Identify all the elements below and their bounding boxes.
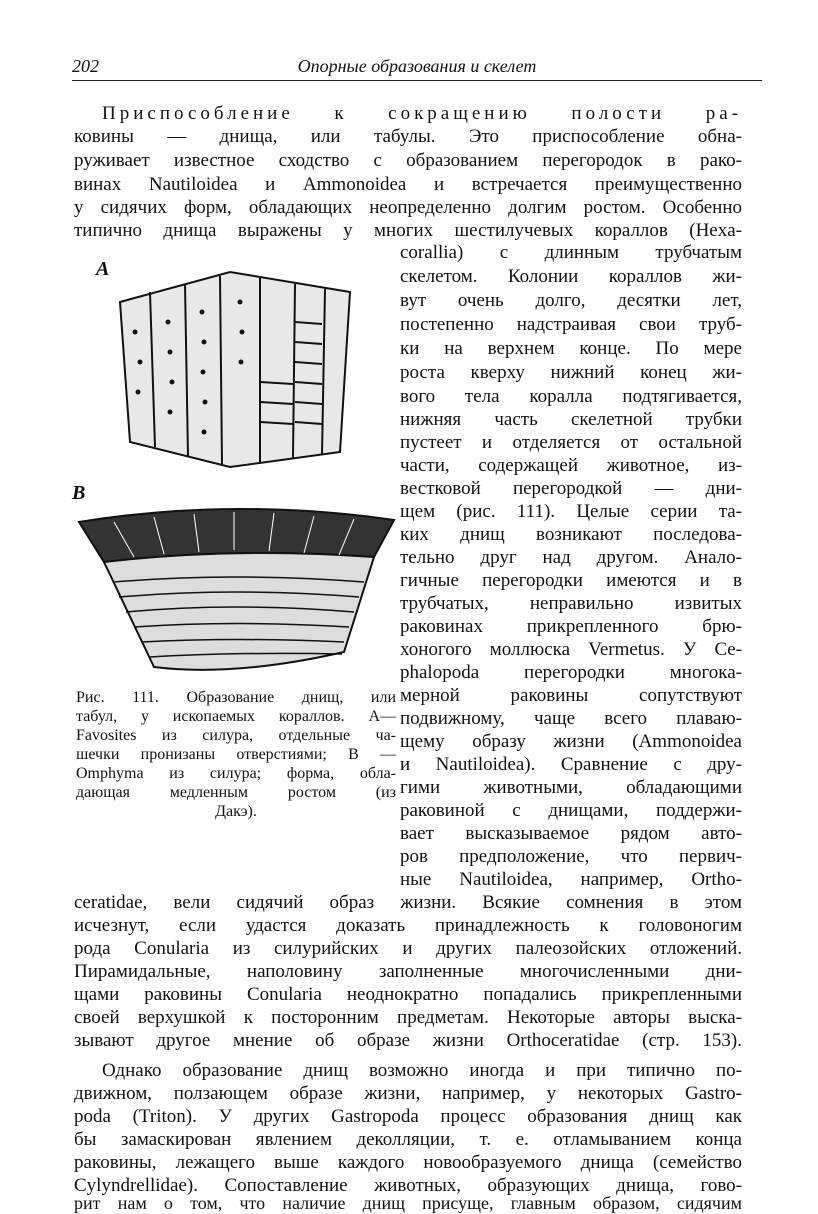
text-line: ковины — днища, или табулы. Это приспособление обна- (74, 126, 742, 147)
figure-a-favosites-illustration (110, 262, 360, 472)
text-line: раковинах прикрепленного брю- (400, 616, 742, 637)
text-line: трубчатых, неправильно извитых (400, 593, 742, 614)
text-line: винах Nautiloidea и Ammonoidea и встречается преимущественно (74, 174, 742, 195)
caption-line: табул, у ископаемых кораллов. A— (76, 708, 396, 725)
text-line: исчезнут, если удастся доказать принадлежность к головоногим (74, 915, 742, 936)
caption-line: дающая медленным ростом (из (76, 784, 396, 801)
running-header (72, 54, 762, 81)
caption-line: Рис. 111. Образование днищ, или (76, 689, 396, 706)
running-title: Опорные образования и скелет (297, 56, 537, 76)
text-line: тельно друг над другом. Анало- (400, 547, 742, 568)
text-line: щему образу жизни (Ammonoidea (400, 731, 742, 752)
text-line: phalopoda перегородки многока- (400, 662, 742, 683)
text-line: бы замаскирован явлением деколляции, т. е. отламыванием конца (74, 1129, 742, 1150)
caption-line: Дакэ). (215, 803, 257, 820)
text-line: руживает известное сходство с образованием перегородок в рако- (74, 150, 742, 171)
figure-label-b: B (72, 482, 86, 504)
text-line: постепенно надстраивая свои труб- (400, 314, 742, 335)
text-line: раковины, лежащего выше каждого новообразуемого днища (семейство (74, 1152, 742, 1173)
figure-caption (76, 688, 396, 821)
text-line: гими животными, обладающими (400, 777, 742, 798)
text-line: пустеет и отделяется от остальной (400, 432, 742, 453)
text-line: части, содержащей животное, из- (400, 455, 742, 476)
text-line: ceratidae, вели сидячий образ жизни. Всякие сомнения в этом (74, 892, 742, 913)
text-line: Однако образование днищ возможно иногда и при типично по- (102, 1060, 742, 1081)
text-line: гичные перегородки имеются и в (400, 570, 742, 591)
text-line: вает высказываемое рядом авто- (400, 823, 742, 844)
text-line: щами раковины Conularia неоднократно попадались прикрепленными (74, 984, 742, 1005)
text-line: poda (Triton). У других Gastropoda процесс образования днищ как (74, 1106, 742, 1127)
caption-line: Favosites из силура, отдельные ча- (76, 727, 396, 744)
text-line: у сидячих форм, обладающих неопределенно долгим ростом. Особенно (74, 197, 742, 218)
text-line: вестковой перегородкой — дни- (400, 478, 742, 499)
text-line: скелетом. Колонии кораллов жи- (400, 266, 742, 287)
text-line: раковиной с днищами, поддержи- (400, 800, 742, 821)
text-line: ки на верхнем конце. По мере (400, 338, 742, 359)
text-line: мерной раковины сопутствуют (400, 685, 742, 706)
page-number: 202 (72, 56, 99, 76)
text-line: рит нам о том, что наличие днищ присуще, главным образом, сидячим (74, 1193, 742, 1213)
text-line: ров предположение, что первич- (400, 846, 742, 867)
text-line: зывают другое мнение об образе жизни Orthoceratidae (стр. 153). (74, 1030, 742, 1051)
text-line: роста кверху нижний конец жи- (400, 362, 742, 383)
text-line: Cylyndrellidae). Сопоставление животных, образующих днища, гово- (74, 1175, 742, 1196)
text-line: вут очень долго, десятки лет, (400, 290, 742, 311)
text-line: рода Conularia из силурийских и других палеозойских отложений. (74, 938, 742, 959)
text-line: типично днища выражены у многих шестилучевых кораллов (Hexa- (74, 220, 742, 241)
figure-b-omphyma-illustration (74, 502, 400, 682)
text-line: подвижному, чаще всего плаваю- (400, 708, 742, 729)
caption-line: Omphyma из силура; форма, обла- (76, 765, 396, 782)
text-line: corallia) с длинным трубчатым (400, 242, 742, 263)
text-line: ные Nautiloidea, например, Ortho- (400, 869, 742, 890)
text-line: Пирамидальные, наполовину заполненные многочисленными дни- (74, 961, 742, 982)
text-line: щем (рис. 111). Целые серии та- (400, 501, 742, 522)
text-line: вого тела коралла подтягивается, (400, 386, 742, 407)
text-line: ких днищ возникают последова- (400, 524, 742, 545)
text-line: хоногого моллюска Vermetus. У Ce- (400, 639, 742, 660)
text-line: Приспособление к сокращению полости ра- (102, 103, 742, 124)
caption-line: шечки пронизаны отверстиями; B — (76, 746, 396, 763)
text-line: и Nautiloidea). Сравнение с дру- (400, 754, 742, 775)
text-line: движном, ползающем образе жизни, например, у некоторых Gastro- (74, 1083, 742, 1104)
figure-label-a: A (96, 258, 110, 280)
text-line: нижняя часть скелетной трубки (400, 409, 742, 430)
text-line: своей верхушкой к посторонним предметам. Некоторые авторы выска- (74, 1007, 742, 1028)
